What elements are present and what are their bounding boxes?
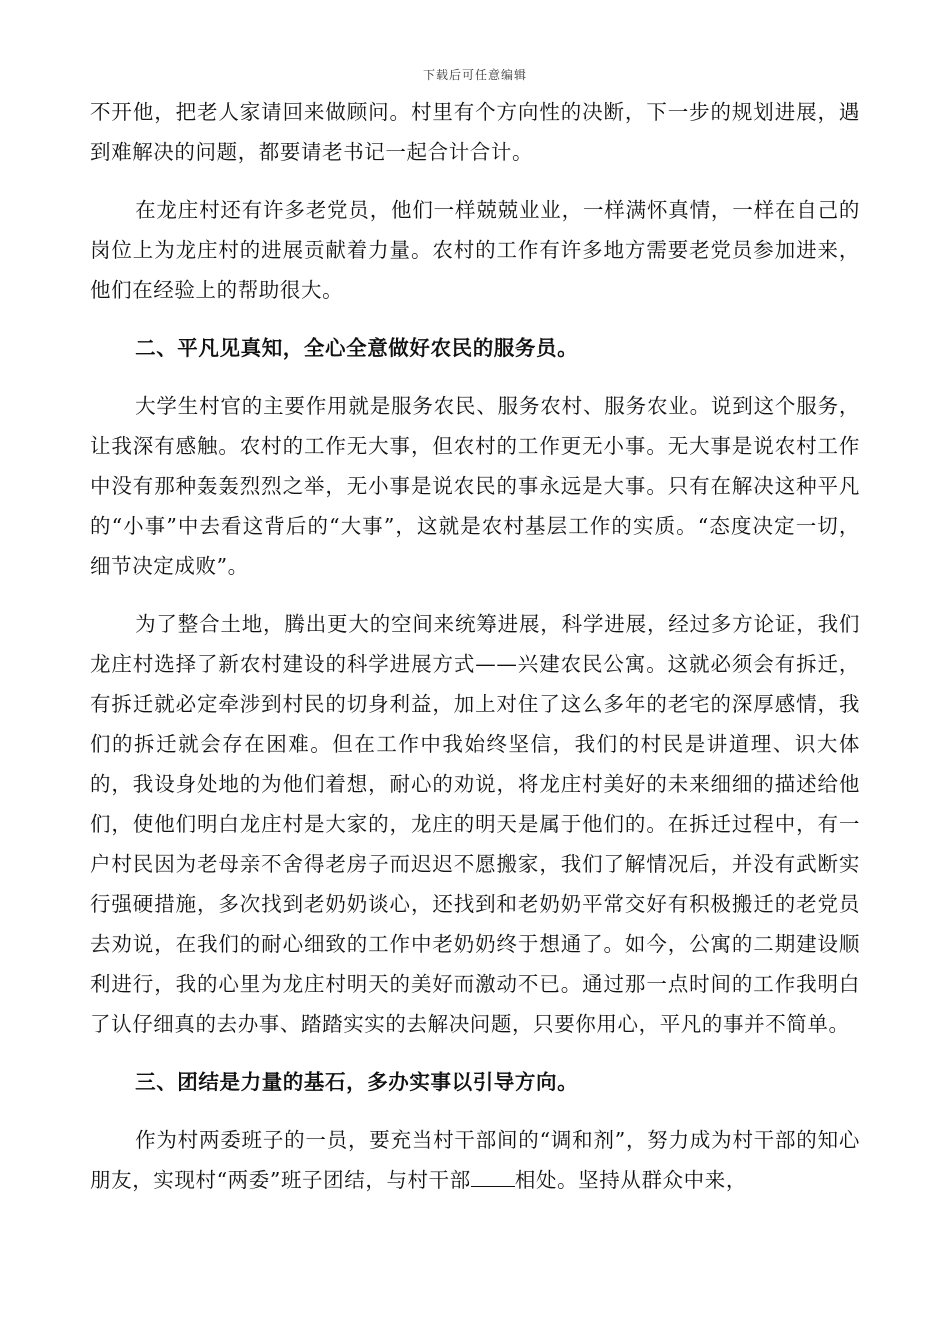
paragraph-unity (90, 1120, 860, 1200)
section-heading-2: 二、平凡见真知，全心全意做好农民的服务员。 (135, 336, 579, 360)
section-heading-3: 三、团结是力量的基石，多办实事以引导方向。 (135, 1070, 579, 1094)
page-header-note: 下载后可任意编辑 (422, 68, 527, 82)
paragraph-continuation: 不开他，把老人家请回来做顾问。村里有个方向性的决断，下一步的规划进展，遇到难解决的问题，都要请老书记一起合计合计。 (90, 100, 860, 164)
paragraph-unity-part2: 相处。坚持从群众中来， (514, 1168, 747, 1192)
document-body (90, 92, 860, 1200)
paragraph-serve-farmers: 大学生村官的主要作用就是服务农民、服务农村、服务农业。说到这个服务，让我深有感触。农村的工作无大事，但农村的工作更无小事。无大事是说农村工作中没有那种轰轰烈烈之举，无小事是说农民的事永远是大事。只有在解决这种平凡的“小事”中去看这背后的“大事”，这就是农村基层工作的实质。“态度决定一切，细节决定成败”。 (90, 394, 860, 578)
paragraph-old-party-members: 在龙庄村还有许多老党员，他们一样兢兢业业，一样满怀真情，一样在自己的岗位上为龙庄村的进展贡献着力量。农村的工作有许多地方需要老党员参加进来，他们在经验上的帮助很大。 (90, 198, 860, 302)
fill-in-blank (471, 1168, 515, 1187)
paragraph-relocation: 为了整合土地，腾出更大的空间来统筹进展，科学进展，经过多方论证，我们龙庄村选择了新农村建设的科学进展方式——兴建农民公寓。这就必须会有拆迁，有拆迁就必定牵涉到村民的切身利益，加上对住了这么多年的老宅的深厚感情，我们的拆迁就会存在困难。但在工作中我始终坚信，我们的村民是讲道理、识大体的，我设身处地的为他们着想，耐心的劝说，将龙庄村美好的未来细细的描述给他们，使他们明白龙庄村是大家的，龙庄的明天是属于他们的。在拆迁过程中，有一户村民因为老母亲不舍得老房子而迟迟不愿搬家，我们了解情况后，并没有武断实行强硬措施，多次找到老奶奶谈心，还找到和老奶奶平常交好有积极搬迁的老党员去劝说，在我们的耐心细致的工作中老奶奶终于想通了。如今，公寓的二期建设顺利进行，我的心里为龙庄村明天的美好而激动不已。通过那一点时间的工作我明白了认仔细真的去办事、踏踏实实的去解决问题，只要你用心，平凡的事并不简单。 (90, 612, 860, 1036)
paragraph-unity-part1: 作为村两委班子的一员，要充当村干部间的“调和剂”，努力成为村干部的知心朋友，实现村“两委”班子团结，与村干部 (90, 1128, 860, 1192)
